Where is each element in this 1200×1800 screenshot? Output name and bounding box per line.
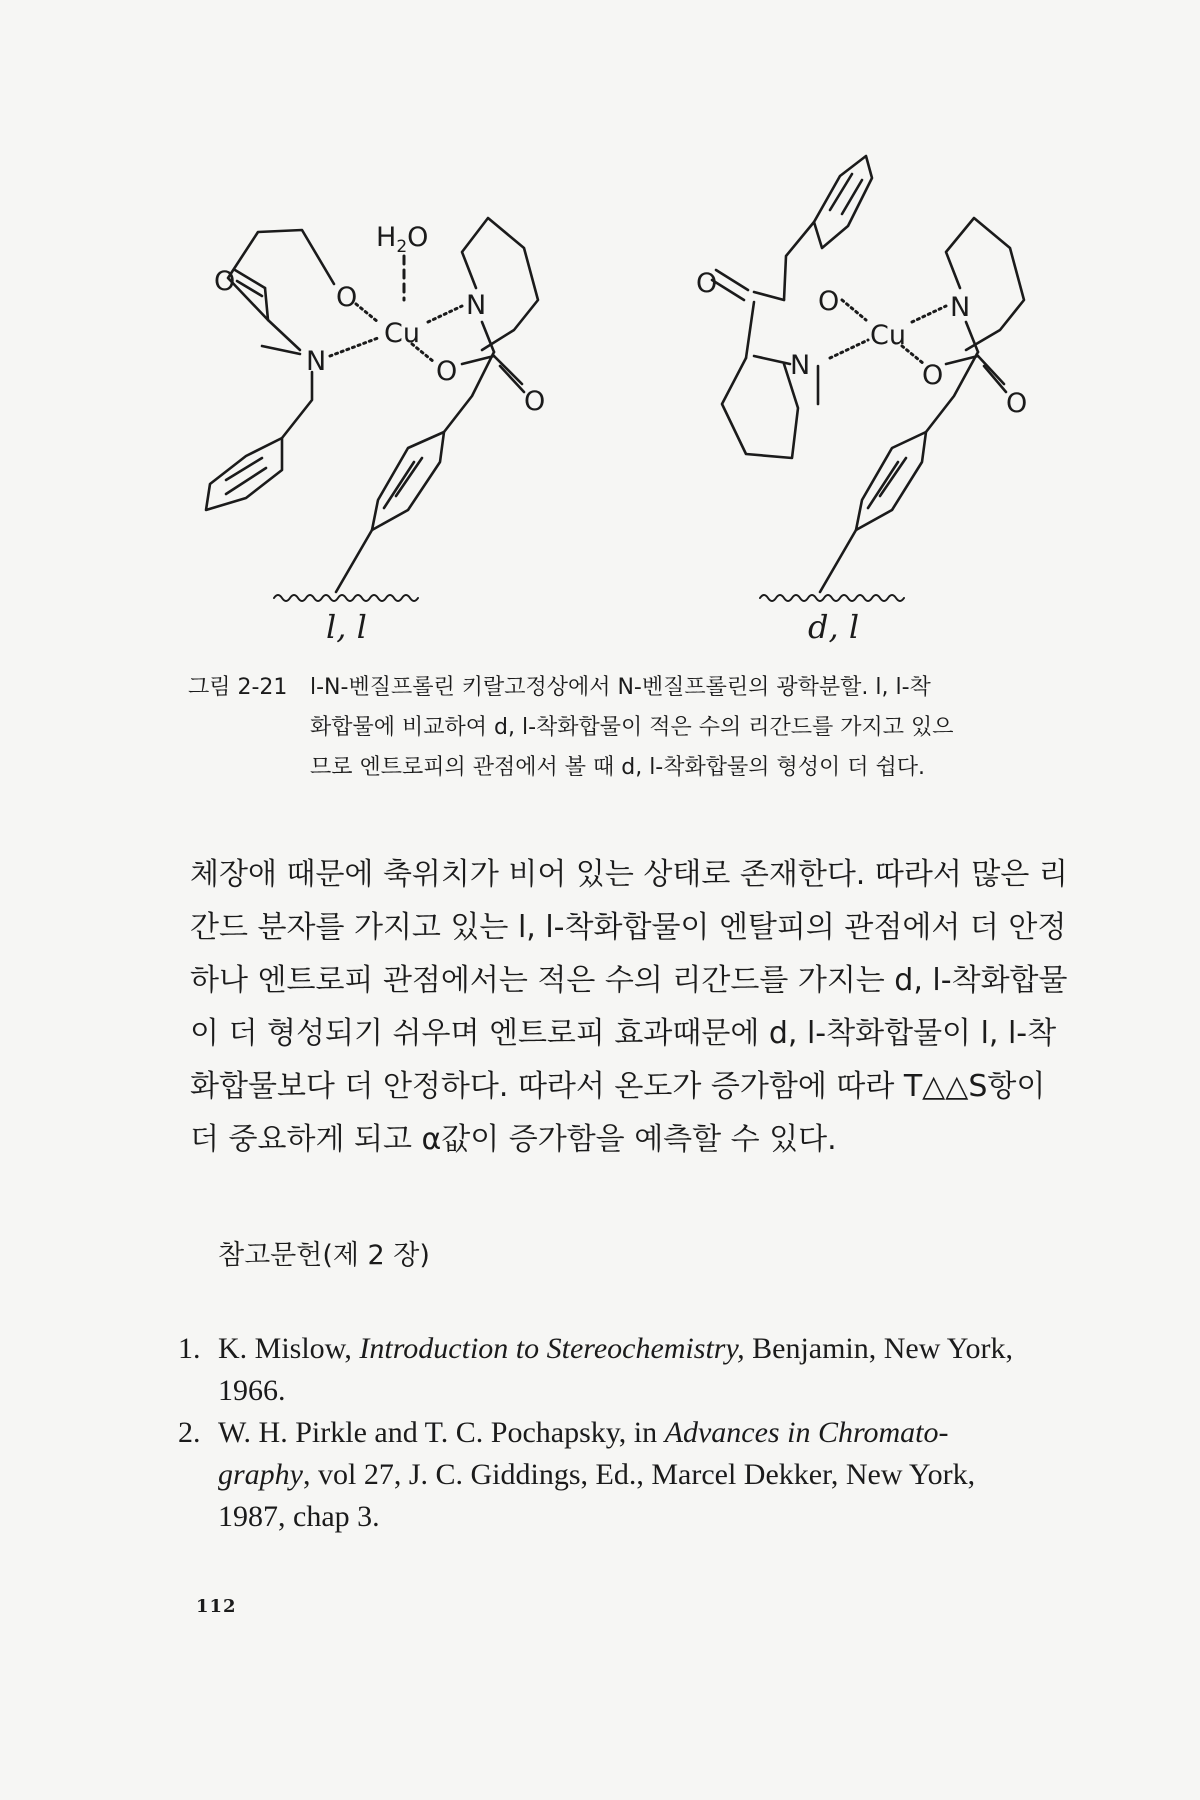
left-benzyl-phenyl <box>206 438 282 510</box>
right-pyrrolidine-ring <box>462 218 538 350</box>
left-carbonyl-oxygen-2: O <box>524 386 546 417</box>
left-ring-oxygen-2: O <box>436 356 458 387</box>
reference-2 <box>178 1412 1078 1454</box>
references-heading: 참고문헌(제 2 장) <box>218 1240 430 1271</box>
right-benzyl-phenyl <box>814 156 872 248</box>
reference-1-publisher: Benjamin, New York, <box>744 1332 1013 1365</box>
reference-1-year: 1966. <box>218 1374 286 1407</box>
left-ring-oxygen-1: O <box>336 282 358 313</box>
reference-2-details: , vol 27, J. C. Giddings, Ed., Marcel Dekker, New York, <box>303 1458 976 1491</box>
caption-label: 그림 2-21 <box>188 675 288 700</box>
right-structure <box>712 156 1024 601</box>
references-list <box>178 1328 1078 1538</box>
right-carbonyl-oxygen-1: O <box>696 268 718 299</box>
figure-2-21 <box>0 0 1200 660</box>
reference-2-year: 1987, chap 3. <box>218 1500 380 1533</box>
reference-2-authors: W. H. Pirkle and T. C. Pochapsky, in <box>218 1416 665 1449</box>
left-aryl-ring <box>372 432 444 530</box>
body-line-3: 하나 엔트로피 관점에서는 적은 수의 리간드를 가지는 d, l-착화합물 <box>190 963 1068 998</box>
reference-2-line-2 <box>178 1454 1078 1496</box>
left-solid-support <box>274 595 418 601</box>
right-ring-oxygen-2: O <box>922 360 944 391</box>
left-stereo-label: l, l <box>326 608 367 646</box>
reference-1-number: 1. <box>178 1332 201 1365</box>
right-nitrogen-2: N <box>950 292 971 323</box>
left-nitrogen-2: N <box>466 290 487 321</box>
caption-line-1: l-N-벤질프롤린 키랄고정상에서 N-벤질프롤린의 광학분할. l, l-착 <box>310 675 931 700</box>
reference-1 <box>178 1328 1078 1370</box>
page-number: 112 <box>196 1596 237 1617</box>
right-nitrogen-1: N <box>790 350 811 381</box>
reference-2-title: Advances in Chromato- <box>664 1416 949 1449</box>
reference-2-number: 2. <box>178 1416 201 1449</box>
right-upper-pyrrolidine-ring <box>946 218 1024 350</box>
body-line-4: 이 더 형성되기 쉬우며 엔트로피 효과때문에 d, l-착화합물이 l, l-착 <box>190 1016 1057 1051</box>
reference-1-authors: K. Mislow, <box>218 1332 360 1365</box>
body-line-6: 더 중요하게 되고 α값이 증가함을 예측할 수 있다. <box>190 1122 837 1157</box>
left-nitrogen-1: N <box>306 346 327 377</box>
reference-2-title-cont: graphy <box>218 1458 303 1491</box>
body-line-2: 간드 분자를 가지고 있는 l, l-착화합물이 엔탈피의 관점에서 더 안정 <box>190 910 1067 945</box>
left-structure <box>206 218 538 601</box>
body-paragraph <box>190 848 1080 1166</box>
left-carbonyl-oxygen-1: O <box>214 266 236 297</box>
right-lower-pyrrolidine-ring <box>722 358 798 458</box>
body-line-1: 체장애 때문에 축위치가 비어 있는 상태로 존재한다. 따라서 많은 리 <box>190 857 1068 892</box>
left-water-label: $H_2O$ <box>376 222 429 257</box>
right-stereo-label: d, l <box>808 608 860 646</box>
reference-1-title: Introduction to Stereochemistry, <box>359 1332 745 1365</box>
structures-diagram <box>0 0 1200 660</box>
right-ring-oxygen-1: O <box>818 286 840 317</box>
right-carbonyl-oxygen-2: O <box>1006 388 1028 419</box>
caption-line-3: 므로 엔트로피의 관점에서 볼 때 d, l-착화합물의 형성이 더 쉽다. <box>310 755 925 780</box>
right-copper-label: Cu <box>870 320 906 351</box>
right-solid-support <box>760 595 904 601</box>
left-copper-label: Cu <box>384 318 420 349</box>
body-line-5: 화합물보다 더 안정하다. 따라서 온도가 증가함에 따라 T△△S항이 <box>190 1069 1046 1104</box>
caption-line-2: 화합물에 비교하여 d, l-착화합물이 적은 수의 리간드를 가지고 있으 <box>310 715 954 740</box>
